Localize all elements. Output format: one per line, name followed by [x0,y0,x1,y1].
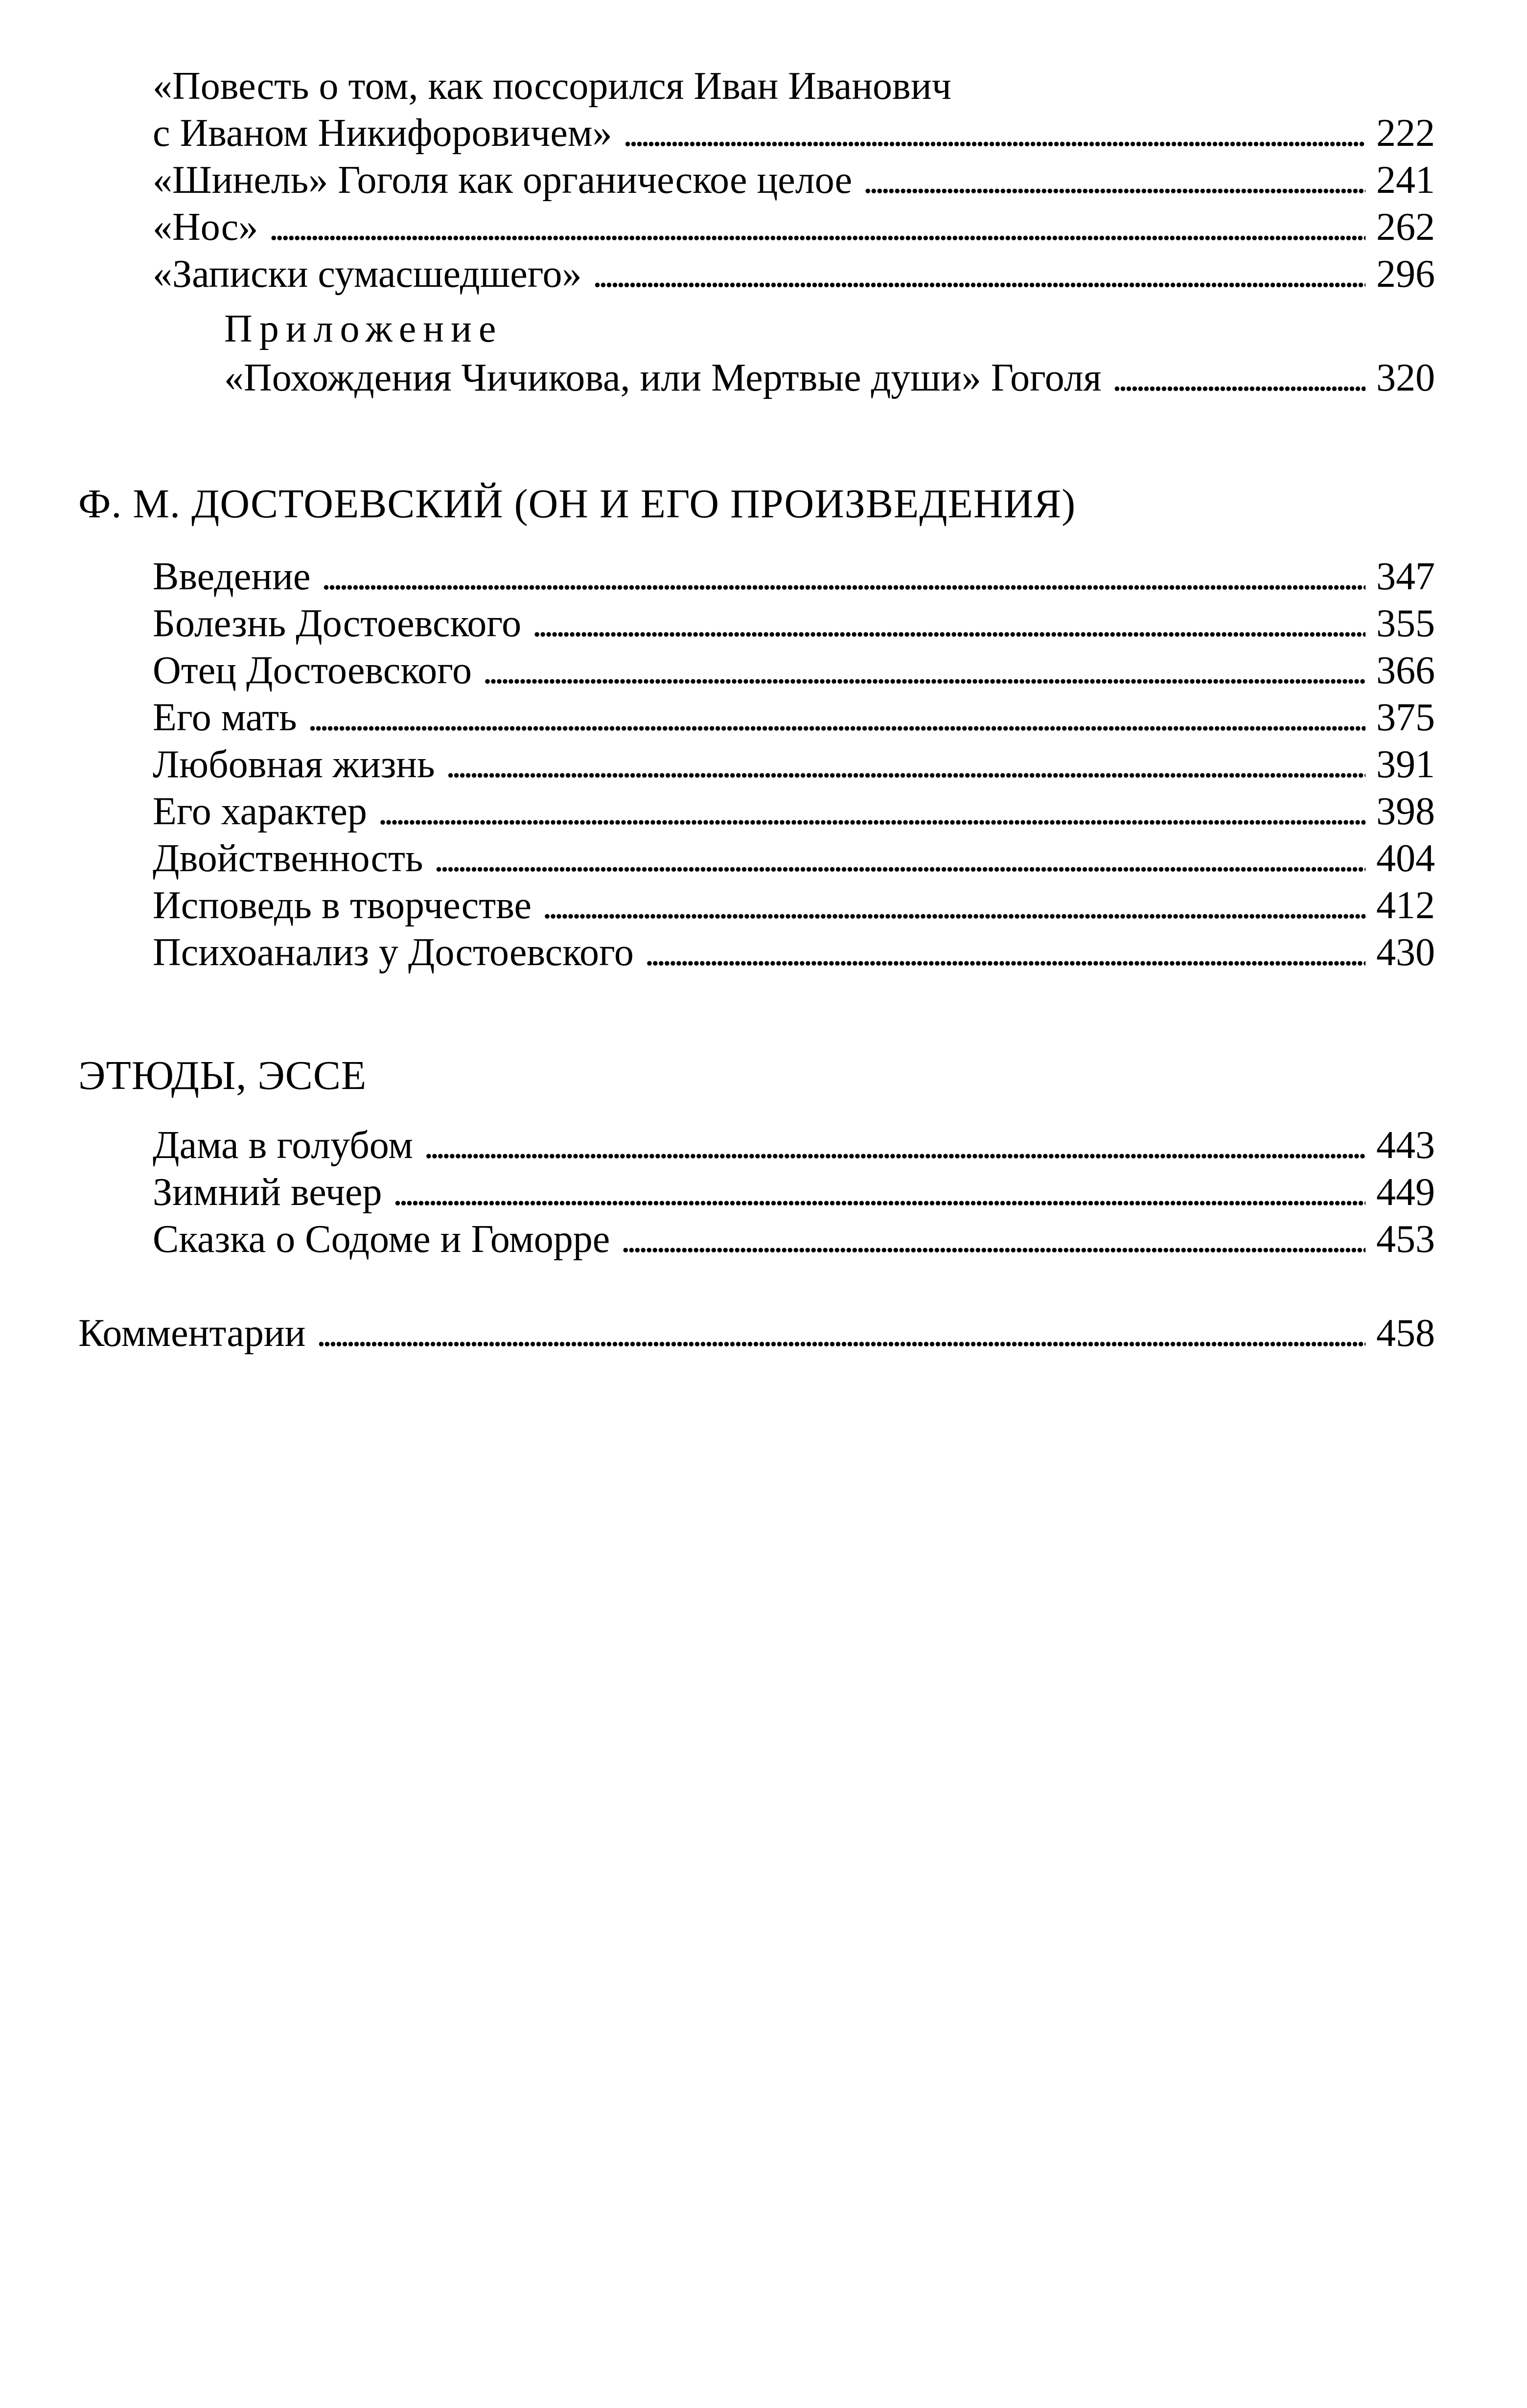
toc-entry [153,553,1435,600]
toc-page-number: 241 [1376,159,1435,202]
toc-page-number: 449 [1376,1171,1435,1214]
toc-page-number: 412 [1376,884,1435,927]
toc-page-number: 320 [1376,356,1435,399]
section-heading: Ф. М. ДОСТОЕВСКИЙ (ОН И ЕГО ПРОИЗВЕДЕНИЯ) [78,481,1076,527]
toc-entry-title: Отец Достоевского [153,649,472,692]
toc-entry [153,1216,1435,1263]
toc-page-number: 443 [1376,1124,1435,1167]
toc-entry-title: «Нос» [153,206,258,249]
dot-leader [393,1169,1365,1216]
dot-leader [424,1122,1365,1169]
toc-page-number: 347 [1376,555,1435,598]
toc-entry-title: Двойственность [153,837,423,880]
toc-entry-title: «Шинель» Гоголя как органическое целое [153,159,853,202]
toc-entry-title: Комментарии [78,1312,306,1355]
dot-leader [645,929,1365,976]
appendix-label: Приложение [224,307,503,350]
toc-entry [153,835,1435,882]
toc-page-number: 404 [1376,837,1435,880]
dot-leader [317,1310,1366,1357]
toc-entry-title: Введение [153,555,311,598]
dot-leader [378,788,1365,835]
dot-leader [321,553,1365,600]
toc-page-number: 262 [1376,206,1435,249]
dot-leader [621,1216,1365,1263]
toc-entry [153,251,1435,298]
dot-leader [446,741,1365,788]
toc-entry [153,741,1435,788]
toc-entry-title-line1: «Повесть о том, как поссорился Иван Иванович [153,65,951,108]
toc-entry [153,1169,1435,1216]
section-heading: ЭТЮДЫ, ЭССЕ [78,1053,367,1098]
toc-entry-title: Его мать [153,696,297,739]
toc-entry-title: «Записки сумасшедшего» [153,253,582,296]
dot-leader [623,110,1365,157]
toc-page-number: 366 [1376,649,1435,692]
toc-entry [153,1122,1435,1169]
toc-entry-title: Исповедь в творчестве [153,884,532,927]
toc-page-number: 375 [1376,696,1435,739]
toc-entry [153,157,1435,204]
toc-entry-title: с Иваном Никифоровичем» [153,112,612,155]
toc-page-number: 391 [1376,743,1435,786]
toc-entry-commentary [78,1310,1435,1357]
dot-leader [308,694,1365,741]
toc-entry-title: Психоанализ у Достоевского [153,931,634,974]
dot-leader [863,157,1365,204]
toc-entry-title: «Похождения Чичикова, или Мертвые души» Гоголя [224,356,1102,399]
dot-leader [483,647,1365,694]
dot-leader [269,204,1365,251]
toc-entry [224,354,1435,401]
toc-page-number: 222 [1376,112,1435,155]
toc-entry [153,694,1435,741]
dot-leader [593,251,1365,298]
toc-page-number: 296 [1376,253,1435,296]
toc-page-number: 398 [1376,790,1435,833]
toc-entry-title: Его характер [153,790,367,833]
toc-entry-title: Дама в голубом [153,1124,413,1167]
toc-entry [153,647,1435,694]
toc-entry [153,110,1435,157]
toc-entry [153,882,1435,929]
toc-entry [153,788,1435,835]
toc-entry-title: Болезнь Достоевского [153,602,522,645]
toc-page-number: 355 [1376,602,1435,645]
toc-page-number: 430 [1376,931,1435,974]
toc-entry-title: Зимний вечер [153,1171,382,1214]
toc-entry [153,600,1435,647]
toc-entry-title: Любовная жизнь [153,743,435,786]
toc-page-number: 458 [1376,1312,1435,1355]
toc-page-number: 453 [1376,1218,1435,1261]
dot-leader [1112,354,1365,401]
toc-entry-title: Сказка о Содоме и Гоморре [153,1218,610,1261]
dot-leader [542,882,1365,929]
toc-entry [153,929,1435,976]
dot-leader [532,600,1365,647]
dot-leader [434,835,1365,882]
toc-entry [153,204,1435,251]
